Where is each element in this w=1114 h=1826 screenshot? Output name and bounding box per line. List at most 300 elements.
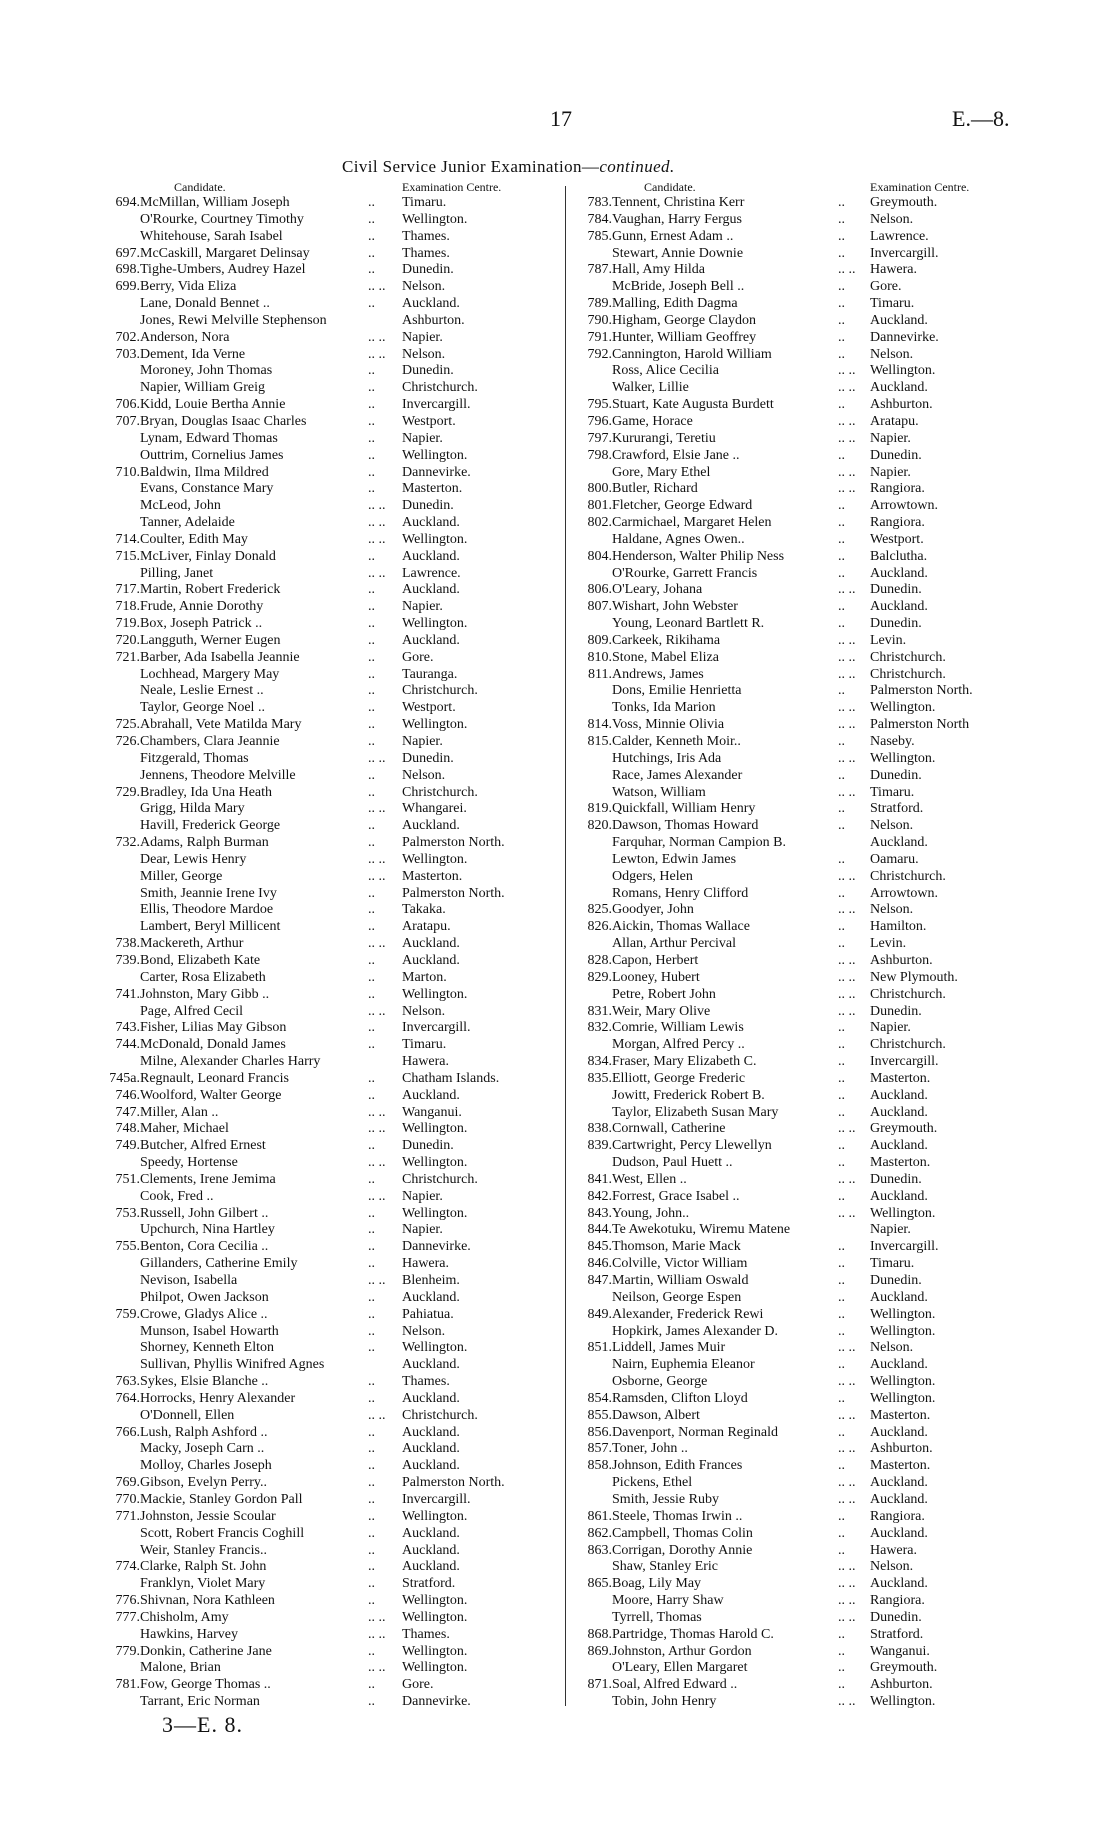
candidate-name: Weir, Stanley Francis.. — [140, 1542, 268, 1558]
candidate-row — [100, 481, 558, 498]
candidate-row — [572, 330, 1032, 347]
leader-dots: .. — [368, 228, 375, 244]
candidate-name: Vaughan, Harry Fergus — [612, 211, 742, 227]
candidate-row — [100, 498, 558, 515]
leader-dots: .. .. — [838, 1374, 856, 1390]
leader-dots: .. — [838, 1188, 845, 1204]
candidate-row — [100, 1324, 558, 1341]
examination-centre: Auckland. — [870, 312, 928, 328]
candidate-row — [100, 987, 558, 1004]
candidate-name: Hall, Amy Hilda — [612, 262, 705, 278]
candidate-name: Shaw, Stanley Eric — [612, 1559, 719, 1575]
leader-dots: .. .. — [838, 1475, 856, 1491]
candidate-name: Romans, Henry Clifford — [612, 885, 749, 901]
examination-centre: Auckland. — [870, 1475, 928, 1491]
candidate-name: Lane, Donald Bennet .. — [140, 296, 270, 312]
candidate-number: 841. — [587, 1171, 612, 1187]
candidate-name: Molloy, Charles Joseph — [140, 1458, 272, 1474]
examination-centre: Auckland. — [402, 1390, 460, 1406]
centre-header: Examination Centre. — [870, 180, 970, 194]
candidate-name: O'Rourke, Garrett Francis — [612, 565, 758, 581]
candidate-name: Steele, Thomas Irwin .. — [612, 1508, 743, 1524]
examination-centre: Nelson. — [870, 1340, 914, 1356]
footer-signature: 3—E. 8. — [162, 1712, 243, 1737]
leader-dots: .. — [838, 211, 845, 227]
candidate-name: Allan, Arthur Percival — [612, 936, 737, 952]
examination-centre: Auckland. — [870, 1289, 928, 1305]
candidate-row — [100, 1307, 558, 1324]
examination-centre: Whangarei. — [402, 801, 467, 817]
candidate-row — [100, 313, 558, 330]
examination-centre: Christchurch. — [870, 649, 946, 665]
candidate-number: 694. — [115, 195, 140, 210]
examination-centre: Nelson. — [402, 1003, 446, 1019]
examination-centre: Dunedin. — [870, 447, 922, 463]
candidate-number: 809. — [587, 632, 612, 648]
candidate-row — [572, 751, 1032, 768]
examination-centre: Arrowtown. — [870, 885, 939, 901]
candidate-row — [572, 1071, 1032, 1088]
candidate-name: Benton, Cora Cecilia .. — [140, 1239, 269, 1255]
candidate-name: Kururangi, Teretiu — [612, 430, 716, 446]
candidate-name: O'Donnell, Ellen — [140, 1407, 235, 1423]
candidate-row — [100, 886, 558, 903]
examination-centre: Wellington. — [870, 1390, 936, 1406]
candidate-number: 868. — [587, 1626, 612, 1642]
candidate-row — [100, 1644, 558, 1661]
candidate-number: 831. — [587, 1003, 612, 1019]
examination-centre: Nelson. — [870, 902, 914, 918]
candidate-name: Hopkirk, James Alexander D. — [612, 1323, 779, 1339]
candidate-row — [572, 1559, 1032, 1576]
candidate-row — [572, 246, 1032, 263]
leader-dots: .. .. — [368, 1660, 386, 1676]
leader-dots: .. .. — [368, 1121, 386, 1137]
candidate-name: Johnston, Arthur Gordon — [612, 1643, 752, 1659]
examination-centre: Wellington. — [870, 1694, 936, 1710]
examination-centre: Auckland. — [870, 1576, 928, 1592]
examination-centre: Invercargill. — [870, 245, 939, 261]
leader-dots: .. .. — [838, 582, 856, 598]
candidate-row — [100, 1559, 558, 1576]
candidate-name: Speedy, Hortense — [140, 1155, 238, 1171]
leader-dots: .. — [368, 262, 375, 278]
candidate-row — [572, 768, 1032, 785]
candidate-name: Grigg, Hilda Mary — [140, 801, 245, 817]
column-divider — [565, 186, 566, 1706]
candidate-number: 792. — [587, 346, 612, 362]
candidate-name: Outtrim, Cornelius James — [140, 447, 284, 463]
leader-dots: .. — [368, 632, 375, 648]
examination-centre: Ashburton. — [870, 397, 933, 413]
candidate-name: Adams, Ralph Burman — [140, 835, 269, 851]
candidate-name: Bryan, Douglas Isaac Charles — [140, 413, 307, 429]
candidate-row — [100, 1526, 558, 1543]
leader-dots: .. — [838, 734, 845, 749]
leader-dots: .. — [368, 952, 375, 968]
candidate-number: 791. — [587, 329, 612, 345]
candidate-row — [572, 582, 1032, 599]
candidate-name: Barber, Ada Isabella Jeannie — [140, 649, 300, 665]
examination-centre: Nelson. — [870, 1559, 914, 1575]
leader-dots: .. — [368, 616, 375, 632]
candidate-row — [572, 1391, 1032, 1408]
leader-dots: .. — [368, 1340, 375, 1356]
candidate-name: Lynam, Edward Thomas — [140, 430, 278, 446]
leader-dots: .. — [838, 1020, 845, 1036]
candidate-number: 718. — [115, 599, 140, 615]
candidate-row — [100, 1593, 558, 1610]
examination-centre: Auckland. — [402, 296, 460, 312]
candidate-row — [572, 1138, 1032, 1155]
left-candidate-list — [100, 195, 558, 1711]
leader-dots: .. .. — [838, 430, 856, 446]
leader-dots: .. .. — [838, 1171, 856, 1187]
leader-dots: .. — [368, 1694, 375, 1710]
examination-centre: Wellington. — [402, 1643, 468, 1659]
leader-dots: .. — [368, 1374, 375, 1390]
examination-centre: Wellington. — [402, 1205, 468, 1221]
candidate-name: Tyrrell, Thomas — [612, 1609, 702, 1625]
examination-centre: Westport. — [870, 531, 924, 547]
candidate-name: Johnson, Edith Frances — [612, 1458, 743, 1474]
candidate-name: Carter, Rosa Elizabeth — [140, 969, 266, 985]
candidate-number: 706. — [115, 397, 140, 413]
examination-centre: Auckland. — [870, 1087, 928, 1103]
candidate-number: 749. — [115, 1138, 140, 1154]
candidate-row — [100, 1155, 558, 1172]
candidate-name: Fraser, Mary Elizabeth C. — [612, 1054, 757, 1070]
candidate-row — [100, 616, 558, 633]
candidate-name: Gibson, Evelyn Perry.. — [140, 1475, 268, 1491]
examination-centre: Auckland. — [402, 1357, 460, 1373]
leader-dots: .. — [368, 1508, 375, 1524]
candidate-number: 844. — [587, 1222, 612, 1238]
leader-dots: .. — [368, 1559, 375, 1575]
candidate-name: Jones, Rewi Melville Stephenson — [140, 312, 327, 328]
examination-centre: Palmerston North. — [402, 885, 505, 901]
examination-centre: Wanganui. — [402, 1104, 462, 1120]
candidate-name: Davenport, Norman Reginald — [612, 1424, 779, 1440]
candidate-name: Havill, Frederick George — [140, 818, 281, 834]
candidate-row — [572, 1526, 1032, 1543]
candidate-name: West, Ellen .. — [612, 1171, 687, 1187]
candidate-number: 744. — [115, 1037, 140, 1053]
candidate-row — [572, 650, 1032, 667]
candidate-row — [100, 818, 558, 835]
candidate-name: Lush, Ralph Ashford .. — [140, 1424, 268, 1440]
candidate-row — [572, 835, 1032, 852]
candidate-row — [100, 1121, 558, 1138]
candidate-row — [572, 1425, 1032, 1442]
leader-dots: .. — [368, 1441, 375, 1457]
candidate-name: Upchurch, Nina Hartley — [140, 1222, 275, 1238]
candidate-row — [100, 465, 558, 482]
examination-centre: Wanganui. — [870, 1643, 930, 1659]
candidate-row — [572, 1644, 1032, 1661]
candidate-name: Ross, Alice Cecilia — [612, 363, 719, 379]
examination-centre: Napier. — [402, 430, 443, 446]
page-number: 17 — [550, 106, 572, 131]
leader-dots: .. .. — [838, 1121, 856, 1137]
examination-centre: Auckland. — [870, 835, 928, 851]
candidate-number: 781. — [115, 1677, 140, 1693]
leader-dots: .. — [838, 531, 845, 547]
examination-centre: Invercargill. — [402, 1020, 471, 1036]
candidate-name: Goodyer, John — [612, 902, 694, 918]
leader-dots: .. — [838, 1677, 845, 1693]
candidate-row — [572, 566, 1032, 583]
candidate-number: 697. — [115, 245, 140, 261]
leader-dots: .. .. — [368, 1609, 386, 1625]
leader-dots: .. — [838, 1138, 845, 1154]
candidate-name: Fitzgerald, Thomas — [140, 750, 249, 766]
candidate-name: Dement, Ida Verne — [140, 346, 246, 362]
examination-centre: Palmerston North. — [870, 683, 973, 699]
examination-centre: Rangiora. — [870, 1593, 925, 1609]
leader-dots: .. .. — [838, 750, 856, 766]
candidate-number: 790. — [587, 312, 612, 328]
candidate-name: Scott, Robert Francis Coghill — [140, 1525, 305, 1541]
candidate-name: Partridge, Thomas Harold C. — [612, 1626, 774, 1642]
candidate-name: Aickin, Thomas Wallace — [612, 919, 750, 935]
examination-centre: Dunedin. — [402, 363, 454, 379]
leader-dots: .. — [838, 1037, 845, 1053]
candidate-name: Horrocks, Henry Alexander — [140, 1390, 296, 1406]
candidate-name: Race, James Alexander — [612, 767, 743, 783]
candidate-name: Donkin, Catherine Jane — [140, 1643, 272, 1659]
leader-dots: .. — [368, 700, 375, 716]
candidate-number: 801. — [587, 498, 612, 514]
examination-centre: Hawera. — [402, 1256, 450, 1272]
candidate-row — [100, 1105, 558, 1122]
candidate-row — [100, 633, 558, 650]
examination-centre: Auckland. — [402, 1458, 460, 1474]
candidate-name: O'Rourke, Courtney Timothy — [140, 211, 304, 227]
examination-centre: Hawera. — [402, 1054, 450, 1070]
examination-centre: Ashburton. — [870, 1441, 933, 1457]
candidate-name: Coulter, Edith May — [140, 531, 248, 547]
examination-centre: Wellington. — [402, 1121, 468, 1137]
examination-centre: Gore. — [402, 1677, 434, 1693]
leader-dots: .. — [368, 1677, 375, 1693]
candidate-name: Pickens, Ethel — [612, 1475, 693, 1491]
leader-dots: .. — [368, 380, 375, 396]
candidate-number: 865. — [587, 1576, 612, 1592]
candidate-row — [100, 599, 558, 616]
leader-dots: .. — [368, 818, 375, 834]
candidate-row — [100, 852, 558, 869]
leader-dots: .. — [368, 1256, 375, 1272]
candidate-row — [572, 616, 1032, 633]
examination-centre: Auckland. — [870, 1138, 928, 1154]
candidate-number: 698. — [115, 262, 140, 278]
candidate-header: Candidate. — [644, 180, 696, 194]
examination-centre: Invercargill. — [870, 1239, 939, 1255]
examination-centre: Auckland. — [870, 565, 928, 581]
leader-dots: .. — [838, 851, 845, 867]
candidate-number: 798. — [587, 447, 612, 463]
candidate-row — [572, 397, 1032, 414]
examination-centre: Dunedin. — [402, 750, 454, 766]
leader-dots: .. — [838, 801, 845, 817]
examination-centre: Gore. — [402, 649, 434, 665]
candidate-name: Watson, William — [612, 784, 706, 800]
candidate-row — [100, 1172, 558, 1189]
examination-centre: Dunedin. — [870, 767, 922, 783]
leader-dots: .. — [838, 818, 845, 834]
leader-dots: .. .. — [368, 329, 386, 345]
examination-centre: Nelson. — [402, 346, 446, 362]
leader-dots: .. .. — [368, 531, 386, 547]
candidate-row — [572, 1121, 1032, 1138]
examination-centre: Blenheim. — [402, 1273, 460, 1288]
leader-dots: .. .. — [838, 1003, 856, 1019]
candidate-name: Looney, Hubert — [612, 969, 700, 985]
candidate-row — [572, 448, 1032, 465]
candidate-name: Bond, Elizabeth Kate — [140, 952, 261, 968]
candidate-row — [100, 1239, 558, 1256]
candidate-row — [100, 380, 558, 397]
candidate-number: 857. — [587, 1441, 612, 1457]
candidate-name: McBride, Joseph Bell .. — [612, 279, 745, 295]
candidate-name: Miller, George — [140, 868, 223, 884]
leader-dots: .. .. — [368, 1273, 386, 1288]
candidate-row — [100, 1340, 558, 1357]
leader-dots: .. — [838, 1155, 845, 1171]
candidate-name: Maher, Michael — [140, 1121, 229, 1137]
examination-centre: Dunedin. — [870, 616, 922, 632]
leader-dots: .. .. — [838, 649, 856, 665]
leader-dots: .. .. — [368, 565, 386, 581]
examination-centre: Napier. — [870, 430, 911, 446]
leader-dots: .. .. — [368, 1155, 386, 1171]
leader-dots: .. — [368, 1525, 375, 1541]
candidate-row — [100, 229, 558, 246]
candidate-row — [100, 700, 558, 717]
examination-centre: Palmerston North — [870, 717, 970, 733]
candidate-name: Tennent, Christina Kerr — [612, 195, 745, 210]
candidate-number: 707. — [115, 413, 140, 429]
leader-dots: .. — [368, 683, 375, 699]
candidate-row — [572, 1543, 1032, 1560]
leader-dots: .. .. — [838, 1694, 856, 1710]
candidate-name: Fletcher, George Edward — [612, 498, 753, 514]
candidate-row — [572, 195, 1032, 212]
candidate-row — [100, 1458, 558, 1475]
examination-centre: Auckland. — [402, 1441, 460, 1457]
leader-dots: .. .. — [368, 346, 386, 362]
candidate-number: 838. — [587, 1121, 612, 1137]
leader-dots: .. .. — [838, 784, 856, 800]
leader-dots: .. — [368, 1643, 375, 1659]
candidate-name: Stewart, Annie Downie — [612, 245, 744, 261]
leader-dots: .. — [368, 464, 375, 480]
examination-centre: Wellington. — [870, 1205, 936, 1221]
candidate-name: Fow, George Thomas .. — [140, 1677, 271, 1693]
candidate-number: 802. — [587, 515, 612, 531]
document-reference: E.—8. — [952, 106, 1010, 131]
candidate-name: Neale, Leslie Ernest .. — [140, 683, 264, 699]
candidate-row — [100, 1492, 558, 1509]
candidate-number: 743. — [115, 1020, 140, 1036]
candidate-name: Jennens, Theodore Melville — [140, 767, 296, 783]
candidate-row — [572, 1509, 1032, 1526]
candidate-number: 856. — [587, 1424, 612, 1440]
candidate-row — [572, 667, 1032, 684]
leader-dots: .. — [368, 1323, 375, 1339]
leader-dots: .. — [838, 1087, 845, 1103]
examination-centre: Palmerston North. — [402, 1475, 505, 1491]
examination-centre: Auckland. — [402, 1559, 460, 1575]
examination-centre: Napier. — [402, 734, 443, 749]
examination-centre: Auckland. — [870, 380, 928, 396]
candidate-row — [572, 1290, 1032, 1307]
leader-dots: .. — [838, 1054, 845, 1070]
candidate-row — [100, 970, 558, 987]
examination-centre: Auckland. — [402, 515, 460, 531]
candidate-row — [100, 347, 558, 364]
examination-centre: Oamaru. — [870, 851, 919, 867]
candidate-row — [572, 1172, 1032, 1189]
examination-centre: Thames. — [402, 1626, 450, 1642]
leader-dots: .. .. — [838, 262, 856, 278]
leader-dots: .. — [838, 1256, 845, 1272]
leader-dots: .. — [368, 599, 375, 615]
candidate-row — [100, 1441, 558, 1458]
candidate-name: McLiver, Finlay Donald — [140, 548, 276, 564]
examination-centre: Ashburton. — [870, 1677, 933, 1693]
candidate-name: Hunter, William Geoffrey — [612, 329, 757, 345]
examination-centre: Wellington. — [402, 616, 468, 632]
candidate-row — [572, 431, 1032, 448]
candidate-row — [100, 1408, 558, 1425]
candidate-number: 806. — [587, 582, 612, 598]
candidate-name: Mackereth, Arthur — [140, 936, 244, 952]
right-column — [572, 180, 1032, 1711]
leader-dots: .. .. — [368, 1104, 386, 1120]
leader-dots: .. .. — [838, 1576, 856, 1592]
candidate-number: 784. — [587, 211, 612, 227]
candidate-row — [100, 414, 558, 431]
candidate-number: 776. — [115, 1593, 140, 1609]
leader-dots: .. .. — [838, 632, 856, 648]
leader-dots: .. — [368, 1593, 375, 1609]
candidate-number: 835. — [587, 1070, 612, 1086]
candidate-row — [572, 902, 1032, 919]
candidate-row — [572, 1004, 1032, 1021]
candidate-name: Dawson, Thomas Howard — [612, 818, 759, 834]
leader-dots: .. — [368, 430, 375, 446]
candidate-row — [100, 431, 558, 448]
examination-centre: Auckland. — [870, 1357, 928, 1373]
candidate-row — [572, 1155, 1032, 1172]
candidate-name: Miller, Alan .. — [140, 1104, 219, 1120]
candidate-number: 702. — [115, 329, 140, 345]
leader-dots: .. — [838, 329, 845, 345]
candidate-row — [572, 1660, 1032, 1677]
candidate-row — [572, 481, 1032, 498]
candidate-row — [100, 1475, 558, 1492]
leader-dots: .. — [838, 1289, 845, 1305]
candidate-row — [572, 212, 1032, 229]
candidate-name: Thomson, Marie Mack — [612, 1239, 741, 1255]
candidate-number: 720. — [115, 632, 140, 648]
candidate-row — [100, 448, 558, 465]
examination-centre: Dunedin. — [870, 1609, 922, 1625]
leader-dots: .. — [838, 1458, 845, 1474]
leader-dots: .. — [368, 717, 375, 733]
